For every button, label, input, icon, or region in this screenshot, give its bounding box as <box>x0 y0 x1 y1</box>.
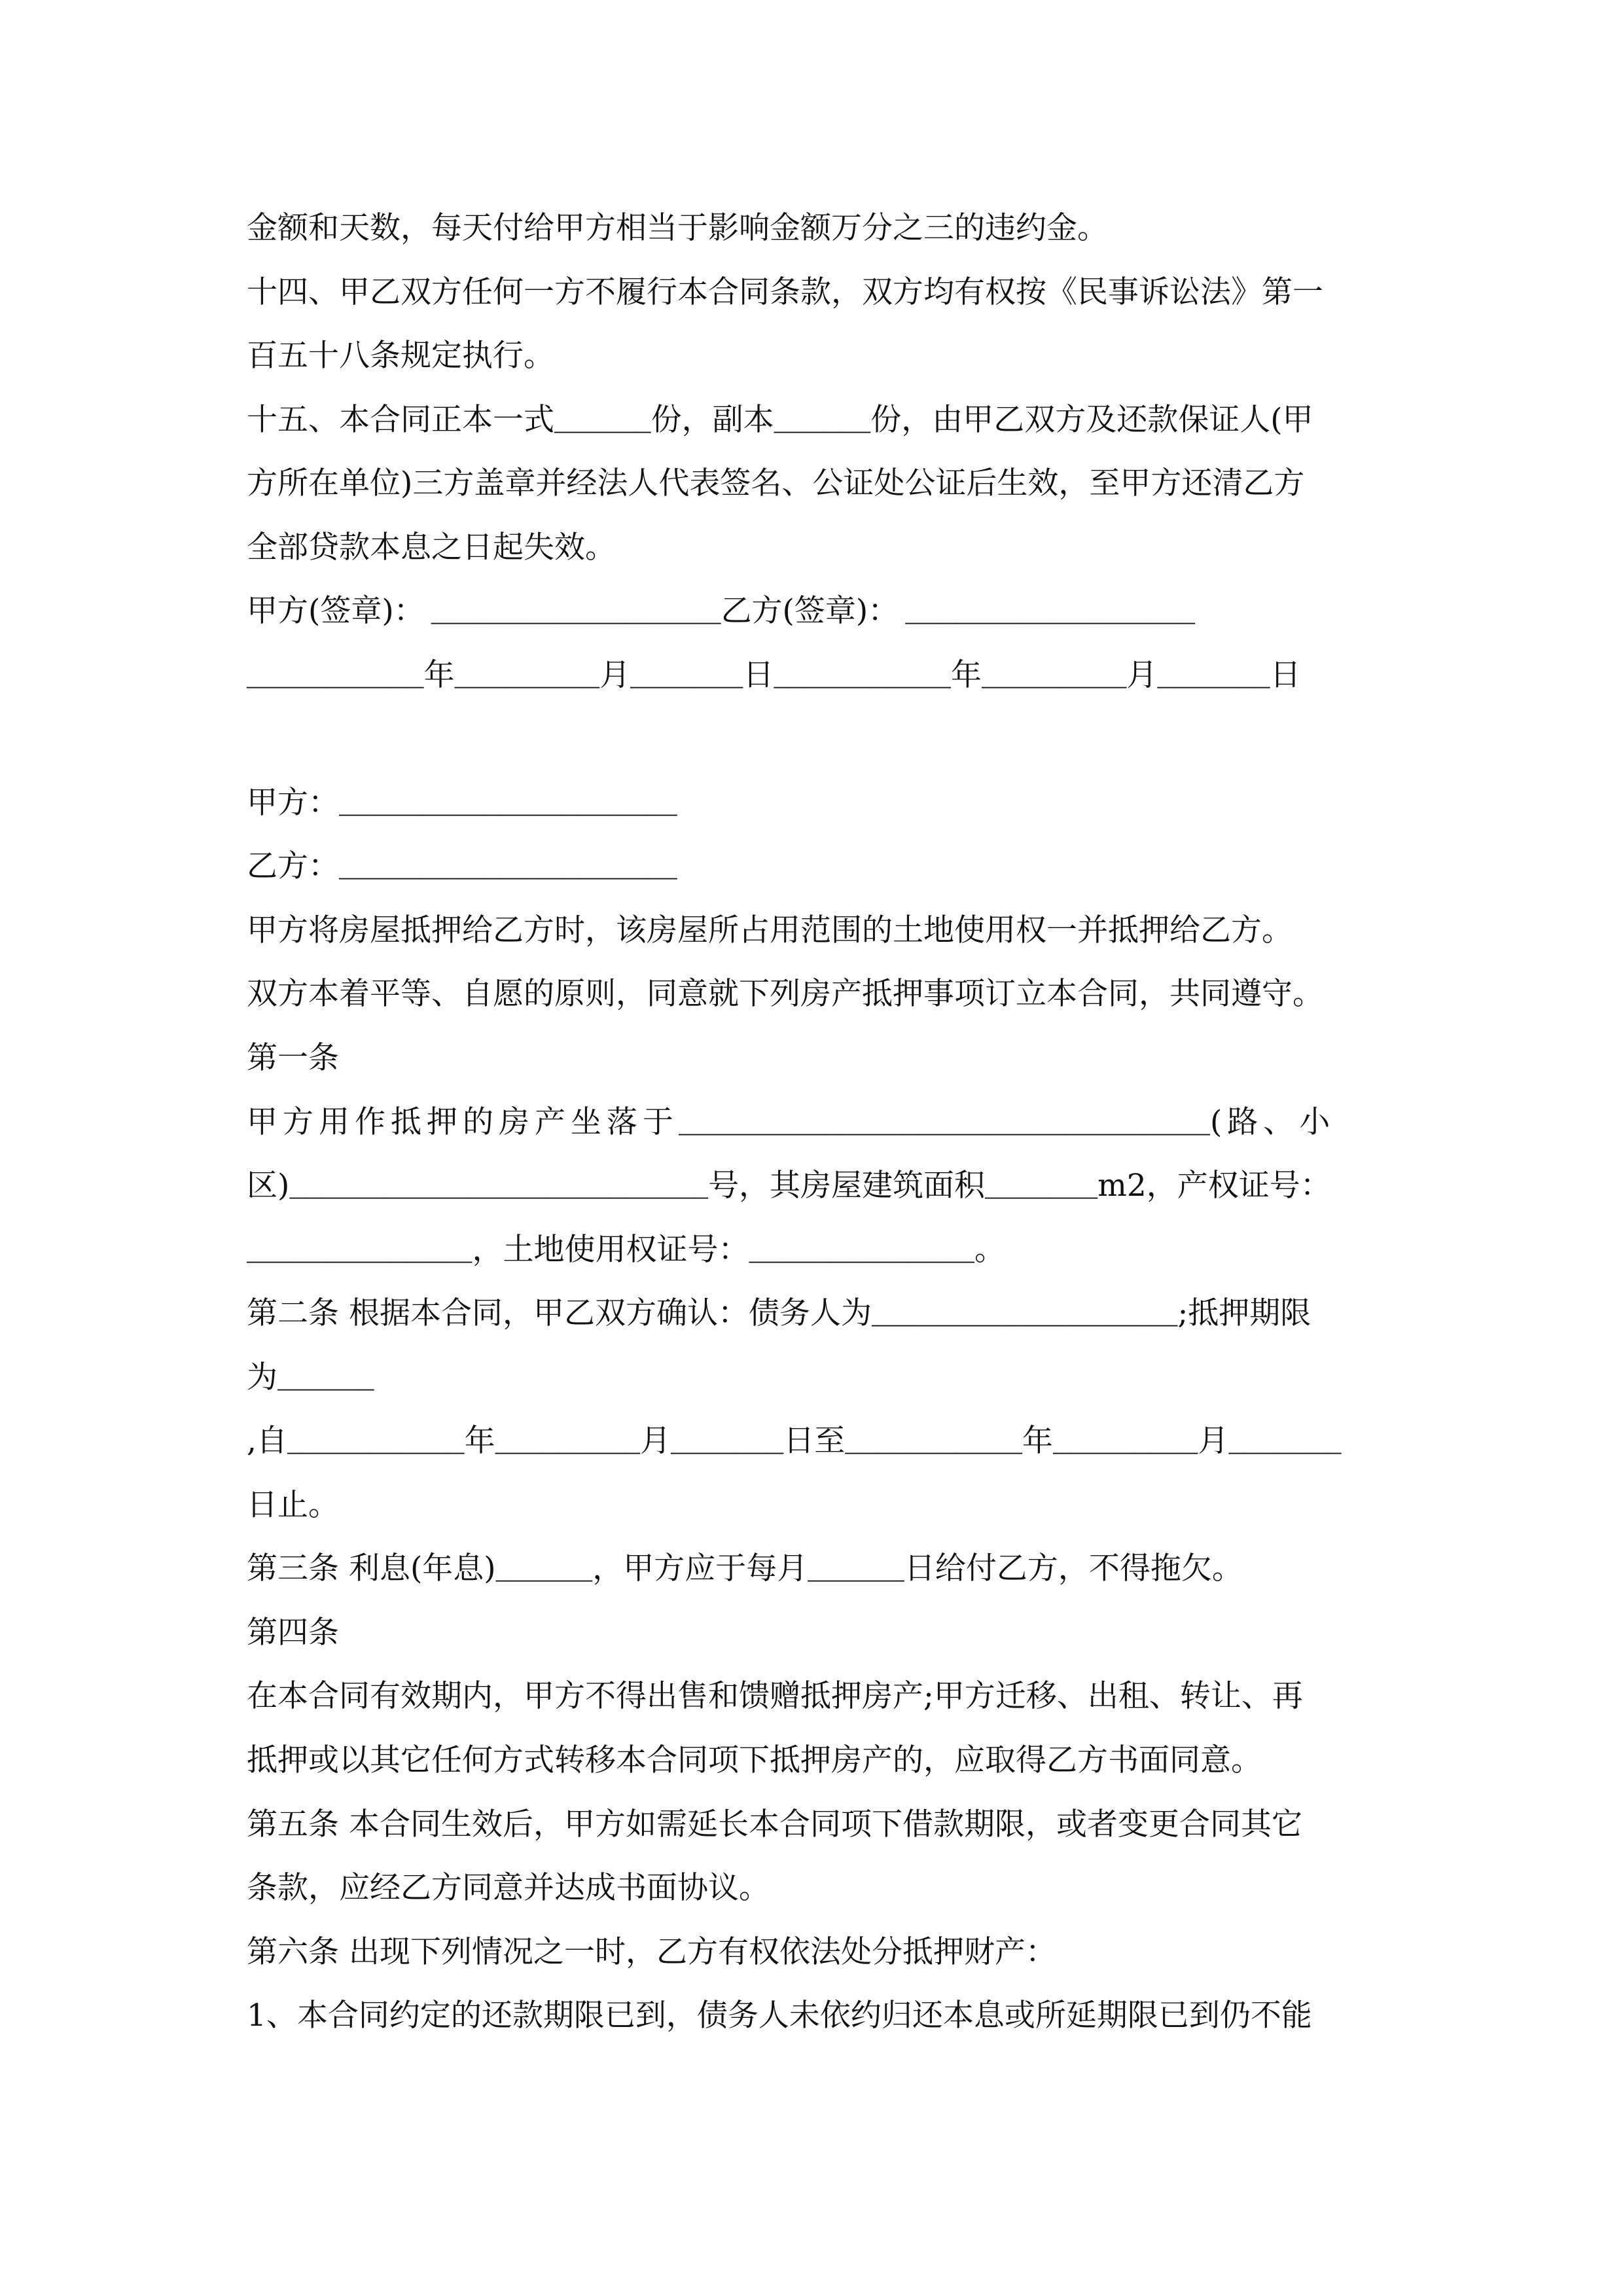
article-2-text-d: ,自 <box>247 1423 287 1459</box>
clause-15-text-b: 份，副本 <box>651 402 774 438</box>
original-copies-blank[interactable]: ______ <box>554 408 651 439</box>
land-use-right-paragraph: 甲方将房屋抵押给乙方时，该房屋所占用范围的土地使用权一并抵押给乙方。 <box>247 912 1293 948</box>
party-b-day-blank[interactable]: _______ <box>1157 664 1270 694</box>
end-day-blank[interactable]: _______ <box>1228 1429 1342 1460</box>
preamble-paragraph: 双方本着平等、自愿的原则，同意就下列房产抵押事项订立本合同，共同遵守。 <box>247 976 1323 1012</box>
article-1-text-g: 。 <box>974 1232 1005 1268</box>
day-to-label: 日至 <box>783 1423 846 1459</box>
month-label: 月 <box>1126 657 1158 693</box>
party-b-seal-label: 乙方(签章)： <box>721 593 899 629</box>
article-2-line-2 <box>247 1348 1490 1407</box>
party-a-month-blank[interactable]: _________ <box>454 664 600 694</box>
floor-area-blank[interactable]: _______ <box>985 1174 1098 1204</box>
month-label: 月 <box>1198 1423 1229 1459</box>
article-1-text-a: 甲方用作抵押的房产坐落于 <box>247 1104 679 1140</box>
start-year-blank[interactable]: ___________ <box>287 1429 465 1460</box>
land-certificate-blank[interactable]: ______________ <box>749 1238 974 1268</box>
payment-day-blank[interactable]: ______ <box>808 1557 904 1587</box>
article-1-text-f: ，土地使用权证号： <box>472 1232 749 1268</box>
article-3-text-b: ，甲方应于每月 <box>592 1551 808 1587</box>
day-label: 日 <box>743 657 774 693</box>
article-2-line-4: 日止。 <box>247 1487 339 1523</box>
article-1-text-e: m2，产权证号： <box>1097 1168 1331 1204</box>
party-a-year-blank[interactable]: ___________ <box>247 664 424 694</box>
property-certificate-blank[interactable]: ______________ <box>247 1238 473 1268</box>
clause-15-text-a: 十五、本合同正本一式 <box>247 402 554 438</box>
party-b-year-blank[interactable]: ___________ <box>774 664 951 694</box>
clause-15-line-1 <box>247 391 1490 450</box>
article-4-line-2: 抵押或以其它任何方式转移本合同项下抵押房产的，应取得乙方书面同意。 <box>247 1742 1262 1778</box>
article-3-line <box>247 1539 1490 1598</box>
party-a-name-blank[interactable]: _____________________ <box>339 791 677 821</box>
party-a-seal-label: 甲方(签章)： <box>247 593 425 629</box>
party-a-line <box>247 774 1490 833</box>
clause-13-continuation: 金额和天数，每天付给甲方相当于影响金额万分之三的违约金。 <box>247 210 1108 246</box>
clause-15-text-c: 份，由甲乙双方及还款保证人(甲 <box>870 402 1313 438</box>
article-1-line-3 <box>247 1221 1490 1280</box>
article-1-line-1 <box>247 1093 1490 1152</box>
article-2-text-c: 为 <box>247 1359 277 1395</box>
start-month-blank[interactable]: _________ <box>495 1429 641 1460</box>
end-year-blank[interactable]: ___________ <box>845 1429 1022 1460</box>
year-label: 年 <box>1022 1423 1053 1459</box>
year-label: 年 <box>423 657 455 693</box>
article-1-text-b: (路、小 <box>1209 1104 1336 1140</box>
article-1-text-d: 号，其房屋建筑面积 <box>708 1168 986 1204</box>
property-location-blank[interactable]: _________________________________ <box>679 1111 1210 1141</box>
article-1-text-c: 区) <box>247 1168 290 1204</box>
end-month-blank[interactable]: _________ <box>1052 1429 1198 1460</box>
clause-15-line-3: 全部贷款本息之日起失效。 <box>247 529 616 565</box>
party-a-label: 甲方： <box>247 785 339 821</box>
annual-interest-blank[interactable]: ______ <box>495 1557 593 1587</box>
signature-line <box>247 582 1490 641</box>
duplicate-copies-blank[interactable]: ______ <box>774 408 871 439</box>
mortgage-term-blank[interactable]: ______ <box>277 1366 374 1396</box>
article-2-text-b: ;抵押期限 <box>1177 1295 1311 1331</box>
article-4-heading: 第四条 <box>247 1615 339 1651</box>
clause-14-line-2: 百五十八条规定执行。 <box>247 338 554 374</box>
party-b-month-blank[interactable]: _________ <box>981 664 1127 694</box>
article-6-heading: 第六条 出现下列情况之一时，乙方有权依法处分抵押财产： <box>247 1934 1056 1970</box>
article-4-line-1: 在本合同有效期内，甲方不得出售和馈赠抵押房产;甲方迁移、出租、转让、再 <box>247 1678 1303 1714</box>
party-b-seal-blank[interactable]: __________________ <box>905 600 1196 630</box>
party-a-seal-blank[interactable]: __________________ <box>431 600 721 630</box>
party-b-line <box>247 837 1490 896</box>
article-2-line-1 <box>247 1284 1490 1343</box>
article-6-item-1: 1、本合同约定的还款期限已到，债务人未依约归还本息或所延期限已到仍不能 <box>247 1998 1312 2034</box>
clause-14-line-1: 十四、甲乙双方任何一方不履行本合同条款，双方均有权按《民事诉讼法》第一 <box>247 274 1323 310</box>
article-2-line-3 <box>247 1412 1490 1471</box>
day-label: 日 <box>1270 657 1301 693</box>
article-1-line-2 <box>247 1157 1490 1215</box>
month-label: 月 <box>640 1423 671 1459</box>
signature-date-line <box>247 646 1490 705</box>
article-2-text-a: 第二条 根据本合同，甲乙双方确认：债务人为 <box>247 1295 872 1331</box>
article-3-text-c: 日给付乙方，不得拖欠。 <box>904 1551 1243 1587</box>
start-day-blank[interactable]: _______ <box>671 1429 784 1460</box>
party-b-name-blank[interactable]: _____________________ <box>339 855 677 885</box>
house-number-blank[interactable]: __________________________ <box>289 1174 709 1204</box>
year-label: 年 <box>950 657 982 693</box>
article-3-text-a: 第三条 利息(年息) <box>247 1551 496 1587</box>
article-5-line-2: 条款，应经乙方同意并达成书面协议。 <box>247 1870 770 1906</box>
article-5-line-1: 第五条 本合同生效后，甲方如需延长本合同项下借款期限，或者变更合同其它 <box>247 1806 1302 1842</box>
debtor-blank[interactable]: ___________________ <box>871 1302 1178 1332</box>
year-label: 年 <box>464 1423 495 1459</box>
clause-15-line-2: 方所在单位)三方盖章并经法人代表签名、公证处公证后生效，至甲方还清乙方 <box>247 465 1305 501</box>
article-1-heading: 第一条 <box>247 1040 339 1076</box>
party-a-day-blank[interactable]: _______ <box>630 664 743 694</box>
party-b-label: 乙方： <box>247 848 339 884</box>
month-label: 月 <box>599 657 631 693</box>
